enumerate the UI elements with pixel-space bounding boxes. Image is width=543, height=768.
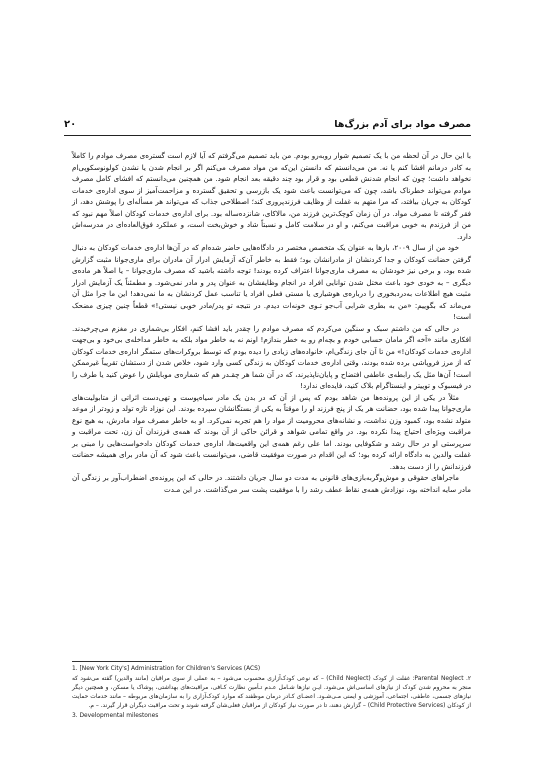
header-divider xyxy=(64,135,471,136)
running-title: مصرف مواد برای آدم بزرگ‌ها xyxy=(334,119,471,130)
paragraph-5: ماجراهای حقوقی و موش‌وگربه‌بازی‌های قانونی به مدت دو سال جریان داشتند. در حالی که این پرونده‌ی اضطراب‌آور بر زندگی آن مادر سایه انداخته بود، نوزادش همه‌ی نقاط عطف رشد را با موفقیت پشت سر می‌گذاشت. در این مـدت xyxy=(72,473,471,494)
footnote-divider xyxy=(72,661,162,662)
paragraph-1: با این حال در آن لحظه من با یک تصمیم شوار روبه‌رو بودم. من باید تصمیم می‌گرفتم که آیا لازم است گستره‌ی مصرف موادم را کاملاً به کادر درمانم افشا کنم یا نه. من می‌دانستم که دانستن این‌که من مواد مصرف می‌کنم اگر بر انجام شدن یا نشدن کولونوسکوپی‌ام نخواهد داشت؛ چون که انجام شدنش قطعی بود و قرار بود چند دقیقه بعد انجام شود. من همچنین می‌دانستم که افشای کامل مصرف موادم می‌تواند خطرناک باشد، چون که می‌توانست باعث شود یک بازرسی و تحقیق گسترده و مزاحمت‌آمیز از سوی اداره‌ی خدمات کودکان به جریان بیافتد، که مرا متهم به غفلت از وظایف فرزندپروری کند؛ اصطلاحی جذاب که می‌تواند هر مسأله‌ای را پوشش دهد، از فقر گرفته تا مصرف مواد. در آن زمان کوچک‌ترین فرزند من، مالاکای، شانزده‌ساله بود. برای اداره‌ی خدمات کودکان اصلاً مهم نبود که من از فرزندم به خوبی مراقبت می‌کنم، و او در سلامت کامل و نسبتاً شاد و خوش‌بخت است، و عملکرد فوق‌العاده‌ای در مدرسه‌اش دارد. xyxy=(72,151,471,241)
footnote-1: 1. [New York City's] Administration for Children's Services (ACS) xyxy=(72,666,261,672)
body-text xyxy=(72,150,471,495)
paragraph-4: مثلاً در یکی از این پرونده‌ها من شاهد بودم که پس از آن که در بدن یک مادر سیاه‌پوست و تهی‌دست اثراتی از متابولیت‌های ماری‌جوانا پیدا شده بود، حضانت هر یک از پنج فرزند او را موقتاً به یکی از بستگانشان سپرده بودند. این نوزاد تازه تولد و زودتر از موعد متولد نشده بود، کمبود وزن نداشت، و نشانه‌های محرومیت از مواد را هم تجربه نمی‌کرد. او به خاطر مصرف مواد مادرش، به هیچ نوع مراقبت ویژه‌ای احتیاج پیدا نکرده بود. در واقع تمامی شواهد و قرائن حاکی از آن بودند که همه‌ی فرزندان آن زن، تحت مراقبت و سرپرستی او در حال رشد و شکوفایی بودند. اما علی رغم همه‌ی این واقعیت‌ها، اداره‌ی خدمات کودکان دادخواست‌هایی را مبنی بر غفلت والدین به دادگاه ارائه کرده بود؛ که این اقدام در صورت موفقیت قاضی، می‌توانست باعث شود که آن مادر برای همیشه حضانت فرزندانش را از دست بدهد. xyxy=(72,392,471,471)
footnote-3: 3. Developmental milestones xyxy=(72,713,159,720)
paragraph-2: خود من از سال ۲۰۰۹، بارها به عنوان یک متخصص مختصر در دادگاه‌هایی حاضر شده‌ام که در آن‌ها اداره‌ی خدمات کودکان به دنبال گرفتن حضانت کودکان و جدا کردنشان از مادرانشان بود؛ فقط به خاطر آن‌که آزمایش ادرار آن مادران برای ماری‌جوانا مثبت گزارش شده بود، و برخی نیز خودشان به مصرف ماری‌جوانا اعتراف کرده بودند! توجه داشته باشید که مصرف ماری‌جوانا – یا اصلاً هر ماده‌ی دیگری – به خودی خود باعث مختل شدن توانایی افراد در انجام وظایفشان به عنوان پدر و مادر نمی‌شود. و مطمئناً یک آزمایش ادرار مثبت هیچ اطلاعات به‌دردبخوری را درباره‌ی هوشیاری یا مستی فعلی افراد یا تناسب عمل کردنشان به ما نمی‌دهد! این ما جرا مثل آن می‌ماند که بگوییم: «من به بطری شرابی آب‌جو تـوی خونه‌ات دیدم. در نتیجه تو پدر/مادر خوبی نیستی!» قطعاً چنین چیزی مضحک است! xyxy=(72,243,471,321)
paragraph-3: در حالی که من داشتم سبک و سنگین می‌کردم که مصرف موادم را چقدر باید افشا کنم، افکار بی‌شماری در مغزم می‌چرخیدند. افکاری مانند «آخه اگر مامان حسابی خودم و بچه‌ام رو به خطر بندازم! اونم نه به خاطر مواد بلکه به خاطر مداخله‌ی بی‌خود و بی‌جهت اداره‌ی خدمات کودکان!» من تا آن جای زندگی‌ام، خانواده‌های زیادی را دیده بودم که توسط بروکرات‌های ستمگر اداره‌ی خدمات کودکان که از مرز فروپاشی برده شده بودند، وقتی اداره‌ی خدمات کودکان به زندگی کسی وارد شود، خلاص شدن از دستشان تقریباً غیرممکن است! آن‌ها مثل یک رابطه‌ی عاطفی افتضاح و پایان‌ناپذیرند، که در آن شما هر چقـدر هم که شماره‌ی موبایلش را عوض کنید یا طرف را در فیسبوک و توییتر و اینستاگرام بلاک کنید، فایده‌ای ندارد! xyxy=(72,323,471,390)
footnotes xyxy=(72,665,471,723)
page-number: ۲۰ xyxy=(64,119,77,130)
footnote-2: ۲. Parental Neglect: غفلت از کودک (Child Neglect) – که نوعی کودک‌آزاری محسوب می‌شود – به عملی از سوی مراقبان (مانند والدین) گفته می‌شود که منجر به محروم شدن کودک از نیازهای اساسی‌اش می‌شود. ایـن نیازها شـامل عـدم تـأمین نظارت کـافی، مراقبت‌های بهداشتی، پوشاک یا مسکن، و همچنین دیگر نیازهای جسمی، عاطفی، اجتماعی، آموزشی و ایمنی مـی‌شـود. اعضـای کـادر درمان موظفند که موارد کودک‌آزاری را به سازمان‌های مربوطه – مانند خدمات حمایت از کودکان (Child Protective Services) – گزارش دهند، تا در صورت نیاز کودکان از مراقبان فعلی‌شان گرفته شوند و تحت مراقبت دیگران قرار گیرند. – م. xyxy=(72,676,471,710)
page-header xyxy=(64,118,471,134)
